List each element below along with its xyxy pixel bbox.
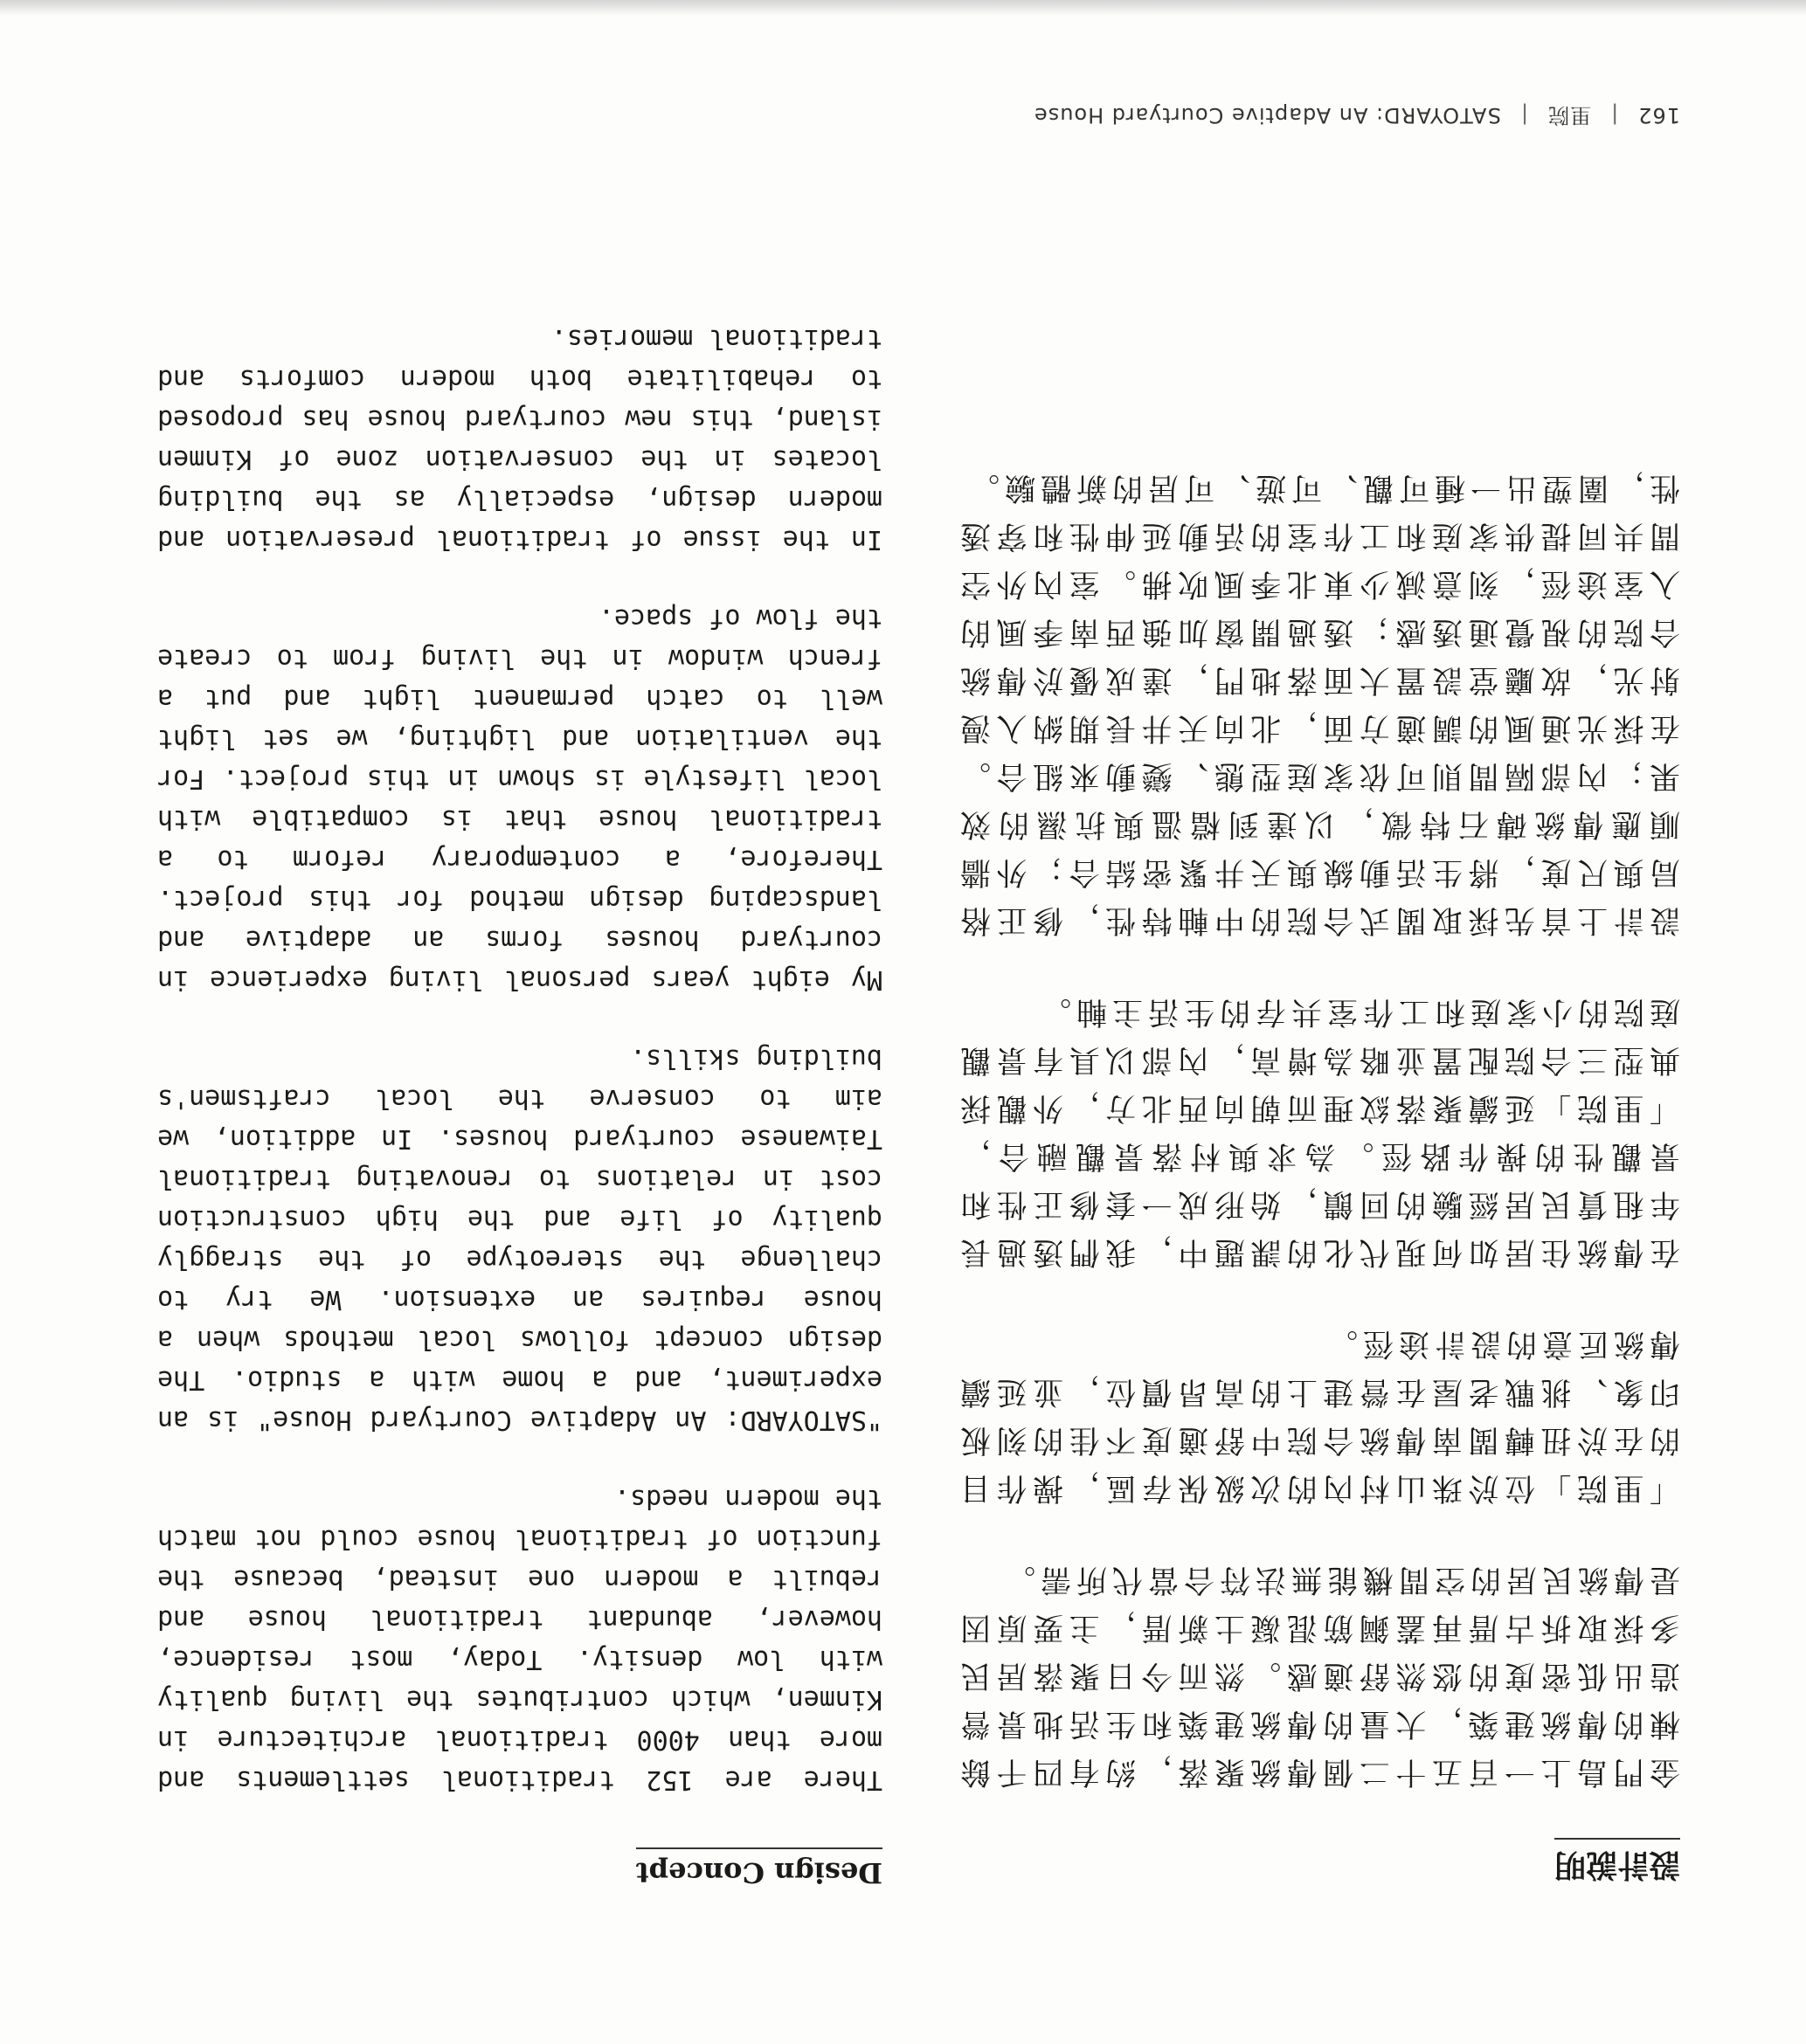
running-header: [1034, 102, 1680, 133]
en-paragraph: In the issue of traditional preservation and modern design, especially as the building locates in the conservation zone of Kinmen island, this new courtyard house has proposed to rehabilitate both modern comforts and traditional memories.: [157, 323, 882, 555]
zh-paragraph: 在傳統住居如何現代化的課題中，我們透過長年租賃民居經驗的回饋，始形成一套修正性和景觀性的操作路徑。為求與村落景觀融合，「里院」延續聚落紋理而朝向西北方，外觀採典型三合院配置並略為增高，內部以具有景觀庭院的小家庭和工作室共存的生活主軸。: [955, 994, 1680, 1269]
zh-text-column: [955, 419, 1680, 1795]
en-paragraph: "SATOYARD: An Adaptive Courtyard House" is an experiment, and a home with a studio. The design concept follows local methods when a house requires an extension. We try to challenge the stereotype of the straggly quality of life and the high construction cost in relations to renovating traditional Taiwanese courtyard houses. In addition, we aim to conserve the local craftsmen's building skills.: [157, 1043, 882, 1435]
zh-section-title: 設計說明: [1554, 1838, 1680, 1889]
header-separator: |: [1610, 103, 1619, 128]
scan-edge-shadow: [0, 0, 1806, 16]
en-section-title: Design Concept: [636, 1847, 882, 1889]
page-number: 162: [1637, 103, 1680, 128]
en-text-column: [157, 280, 882, 1799]
header-zh-project: 里院: [1547, 103, 1592, 128]
zh-paragraph: 設計上首先採取閩式合院的中軸特性，修正格局與尺度，將生活動線與天井緊密結合；外牆順應傳統磚石特徵，以達到檔溫與抗濕的效果；內部隔間則可依家庭型態、變動來組合。在採光通風的調適方面，北向天井長期納入漫射光，故廳堂設置大面落地門，達成優於傳統合院的視覺通透感；透過開窗加強西南季風的入室途徑，刻意減少東北季風吹拂。室內外空間共同提供家庭和工作室的活動延伸性和穿透性，圍塑出一種可觀、可遊、可居的新體驗。: [955, 470, 1680, 937]
en-paragraph: There are 152 traditional settlements and more than 4000 traditional architecture in Kinmen, which contributes the living quality with low density. Today, most residence, however, abundant traditional house and rebuilt a modern one instead, because the function of traditional house could not match the modern needs.: [157, 1483, 882, 1795]
zh-paragraph: 金門島上一百五十二個傳統聚落，約有四千餘棟的傳統建築，大量的傳統建築和生活地景營造出低密度的悠然舒適感。然而今日聚落居民多採取拆古厝再蓋鋼筋混凝土新厝，主要原因是傳統民居的空間機能無法符合當代所需。: [955, 1562, 1680, 1789]
header-separator: |: [1520, 103, 1529, 128]
en-paragraph: My eight years personal living experience in courtyard houses forms an adaptive and landscaping design method for this project. Therefore, a contemporary reform to a traditional house that is compatible with local lifestyle is shown in this project. For the ventilation and lighting, we set light well to catch permanent light and put a french window in the living from to create the flow of space.: [157, 603, 882, 995]
zh-paragraph: 「里院」位於珠山村內的次級保存區，操作目的在於扭轉閩南傳統合院中舒適度不佳的刻板印象、挑戰老屋在營建上的高昂價位，並延續傳統匠意的設計途徑。: [955, 1326, 1680, 1505]
header-en-project: SATOYARD: An Adaptive Courtyard House: [1033, 103, 1501, 128]
